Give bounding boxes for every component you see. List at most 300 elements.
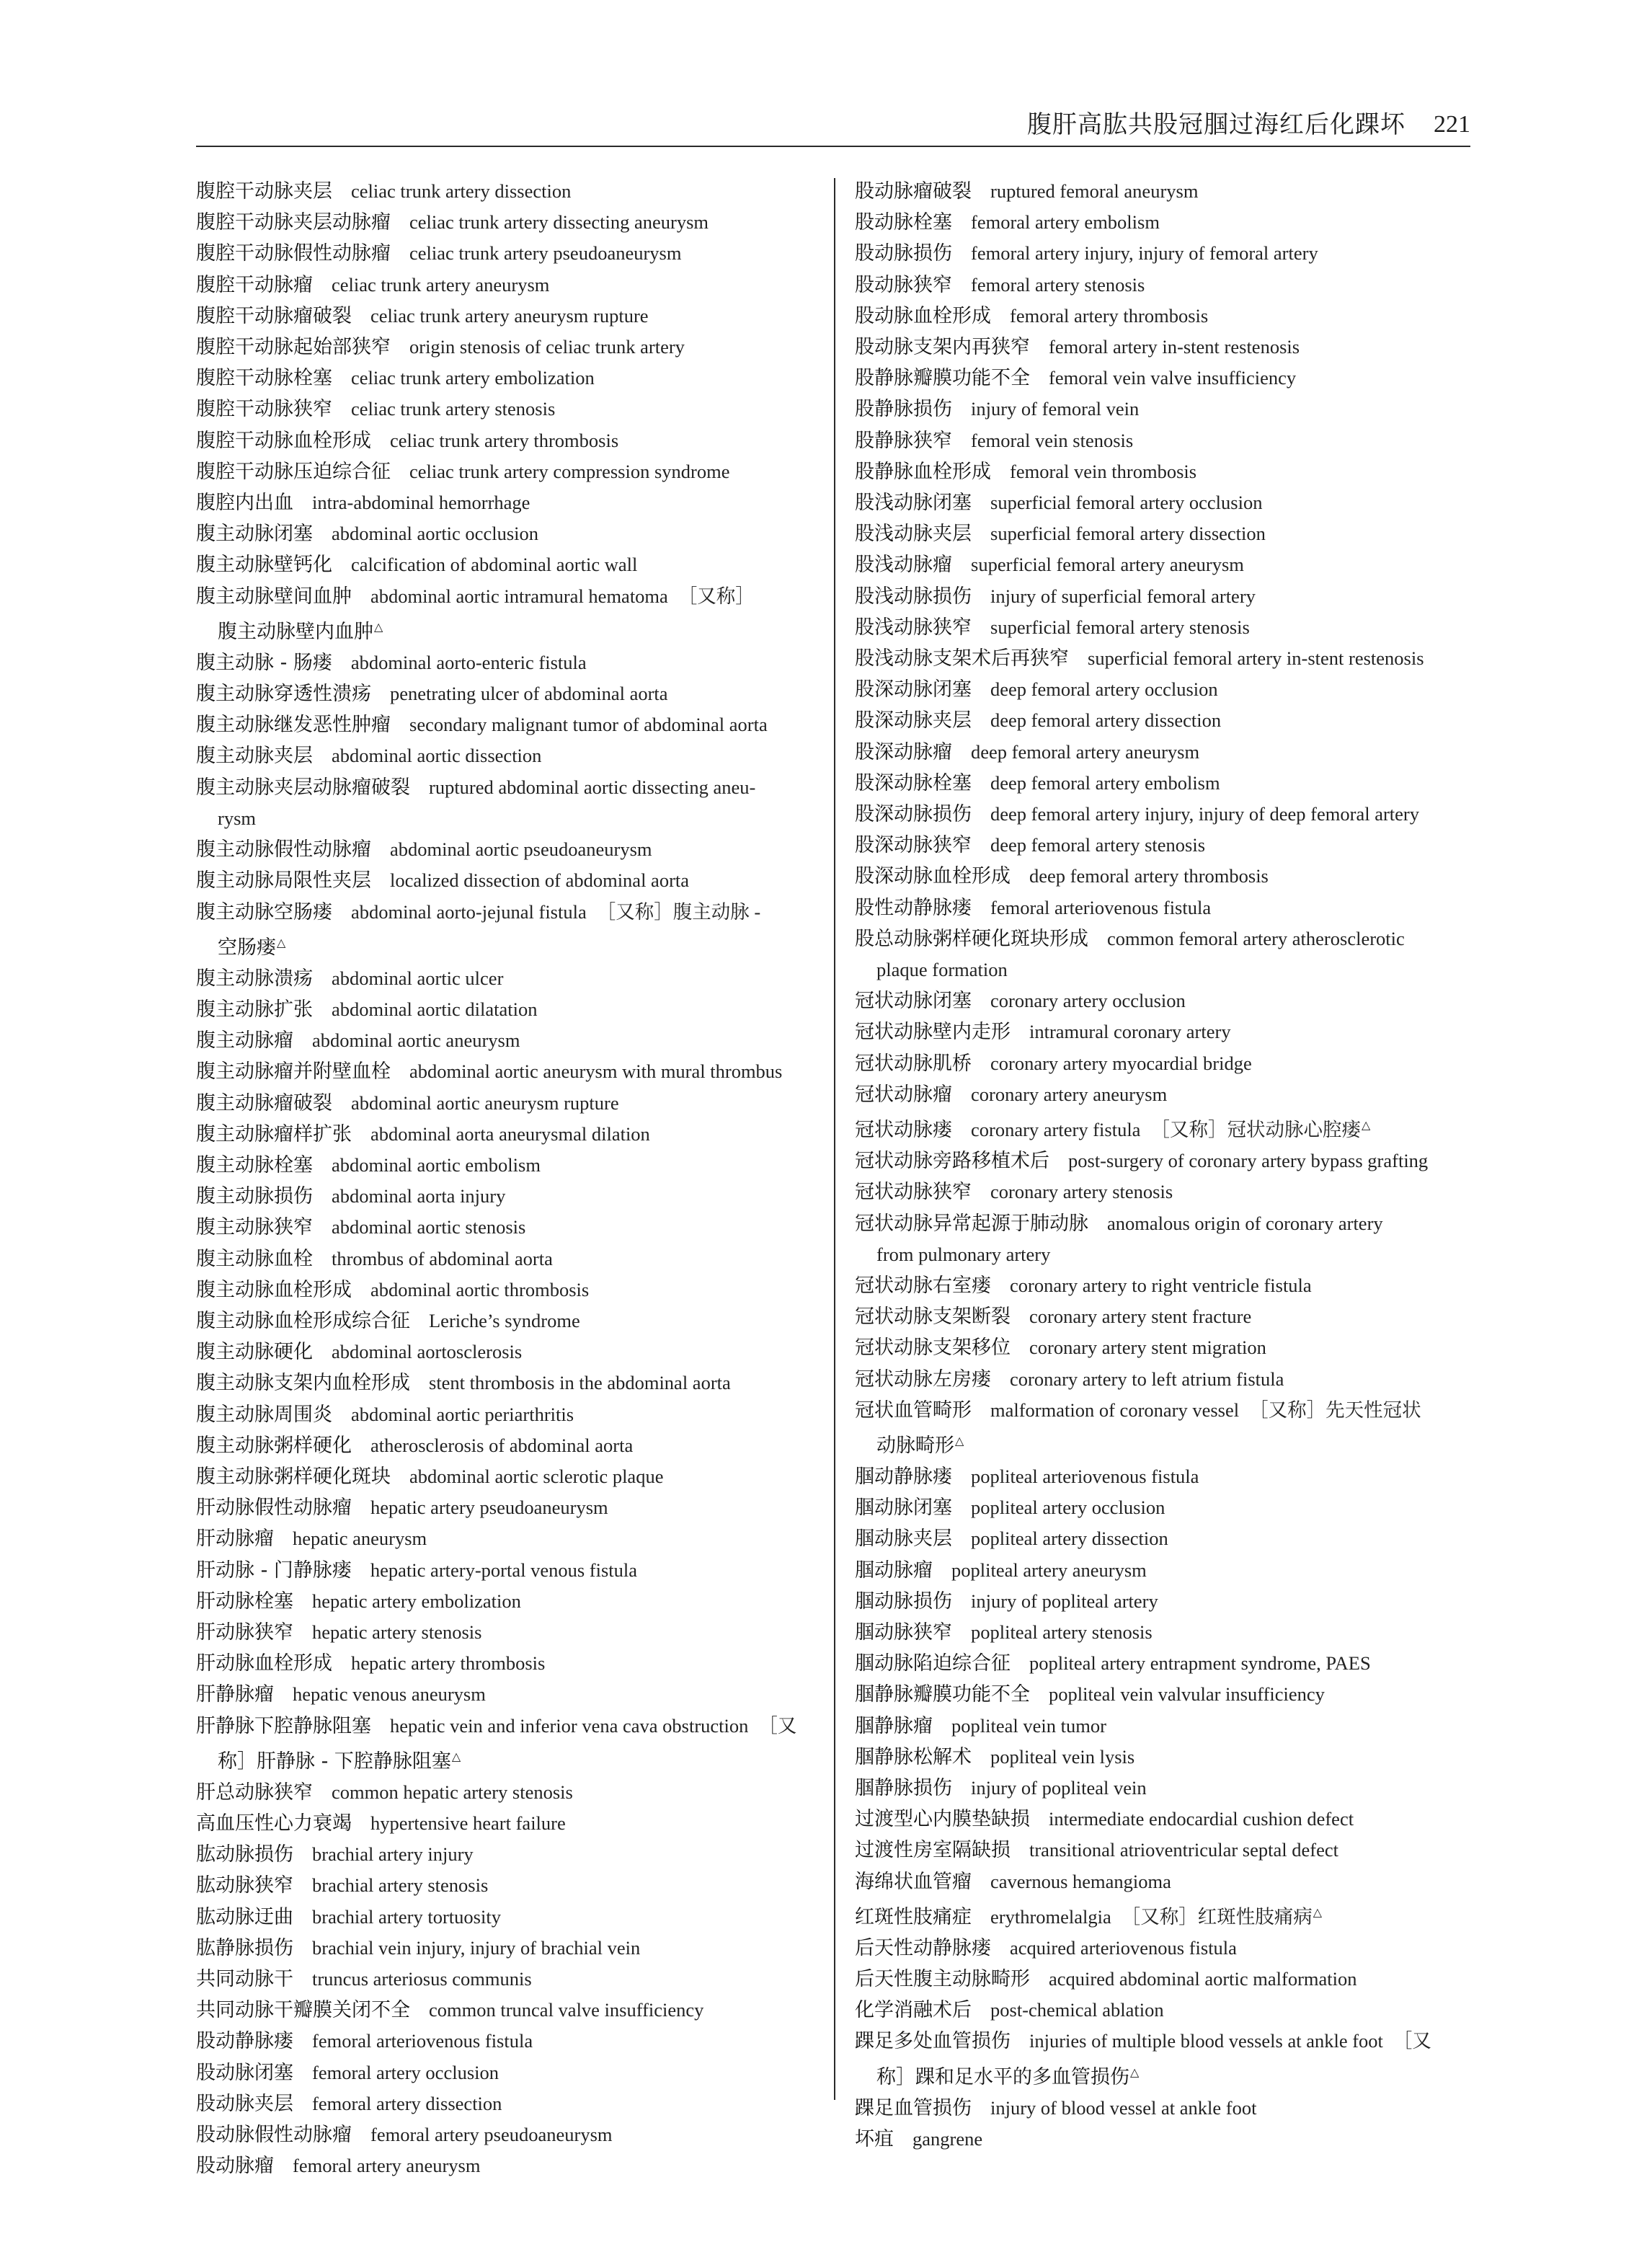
glossary-entry-continuation [855, 954, 1472, 985]
glossary-entry [855, 363, 1472, 394]
glossary-entry [196, 1523, 814, 1554]
glossary-entry [855, 1461, 1472, 1492]
term-chinese: 腹主动脉损伤 [196, 1185, 313, 1208]
term-english: stent thrombosis in the abdominal aorta [429, 1372, 731, 1394]
term-alias: ［又称］冠状动脉心腔瘘 [1150, 1118, 1361, 1140]
term-english: coronary artery stent fracture [1029, 1306, 1252, 1328]
term-chinese: 肝总动脉狭窄 [196, 1781, 313, 1804]
term-english: celiac trunk artery compression syndrome [409, 460, 730, 482]
term-english: abdominal aortic pseudoaneurysm [390, 838, 652, 861]
term-chinese: 腹主动脉血栓形成综合征 [196, 1309, 410, 1332]
term-chinese: 肱动脉迂曲 [196, 1905, 293, 1928]
glossary-entry [196, 1430, 814, 1461]
term-english: deep femoral artery aneurysm [971, 740, 1200, 763]
term-chinese: 肱静脉损伤 [196, 1936, 293, 1959]
term-english: abdominal aorto-enteric fistula [350, 651, 587, 673]
glossary-entry [196, 1679, 814, 1710]
glossary-entry [855, 1617, 1472, 1648]
glossary-entry [855, 1176, 1472, 1207]
term-chinese: 腹腔干动脉瘤破裂 [196, 304, 352, 327]
glossary-entry [196, 238, 814, 269]
term-english: abdominal aortic dissection [332, 745, 542, 767]
term-chinese: 肝动脉假性动脉瘤 [196, 1497, 352, 1520]
term-chinese: 腹主动脉瘤破裂 [196, 1091, 332, 1114]
term-english: injury of femoral vein [971, 398, 1140, 420]
term-chinese: 股动脉血栓形成 [855, 304, 991, 327]
term-chinese: 腹主动脉粥样硬化斑块 [196, 1465, 391, 1488]
glossary-entry [855, 1364, 1472, 1395]
term-english: post-surgery of coronary artery bypass grafting [1068, 1150, 1429, 1172]
term-english: anomalous origin of coronary artery [1107, 1212, 1383, 1234]
triangle-mark: △ [1313, 1905, 1323, 1919]
term-english: hepatic vein and inferior vena cava obstruction [390, 1714, 749, 1737]
term-chinese: 冠状动脉闭塞 [855, 990, 972, 1013]
term-english: hepatic artery stenosis [312, 1621, 482, 1643]
glossary-entry [196, 772, 814, 803]
term-english: Leriche’s syndrome [429, 1309, 580, 1331]
term-chinese: 冠状动脉旁路移植术后 [855, 1150, 1049, 1173]
glossary-entry-continuation [855, 2057, 1472, 2093]
term-english: celiac trunk artery dissecting aneurysm [409, 211, 709, 234]
glossary-entry-continuation [196, 803, 814, 834]
term-english: celiac trunk artery aneurysm rupture [370, 304, 649, 327]
term-chinese: 股总动脉粥样硬化斑块形成 [855, 927, 1088, 950]
term-english: deep femoral artery injury, injury of deep femoral artery [990, 803, 1419, 825]
term-chinese: 股动脉支架内再狭窄 [855, 336, 1030, 359]
term-english: ruptured femoral aneurysm [990, 180, 1199, 202]
term-english: popliteal vein valvular insufficiency [1049, 1683, 1325, 1706]
glossary-entry [196, 176, 814, 207]
term-chinese: 冠状动脉肌桥 [855, 1052, 972, 1075]
term-chinese: 腘动脉瘤 [855, 1559, 933, 1582]
term-chinese: 肝静脉瘤 [196, 1683, 274, 1706]
term-chinese: 股动脉夹层 [196, 2092, 293, 2115]
term-chinese: 股深动脉血栓形成 [855, 865, 1011, 888]
term-english: intermediate endocardial cushion defect [1049, 1808, 1354, 1830]
term-english: abdominal aortic stenosis [332, 1216, 526, 1238]
term-english: popliteal artery aneurysm [951, 1559, 1147, 1581]
term-english: intramural coronary artery [1029, 1021, 1231, 1043]
term-chinese: 腹主动脉局限性夹层 [196, 869, 371, 892]
term-english: cavernous hemangioma [990, 1870, 1171, 1892]
glossary-entry-continuation [855, 1426, 1472, 1461]
glossary-entry [196, 425, 814, 456]
glossary-entry [855, 861, 1472, 892]
glossary-entry [855, 1048, 1472, 1079]
continuation-text: from pulmonary artery [876, 1243, 1051, 1265]
term-english: atherosclerosis of abdominal aorta [370, 1434, 634, 1456]
term-english: femoral artery dissection [312, 2092, 502, 2114]
glossary-entry [196, 1555, 814, 1586]
term-english: femoral artery occlusion [312, 2061, 499, 2083]
term-english: deep femoral artery stenosis [990, 834, 1206, 856]
term-chinese: 股深动脉损伤 [855, 803, 972, 826]
glossary-entry [855, 332, 1472, 363]
term-chinese: 肝动脉血栓形成 [196, 1652, 332, 1675]
triangle-mark: △ [277, 935, 286, 949]
glossary-entry [196, 332, 814, 363]
glossary-entry [196, 834, 814, 865]
term-chinese: 冠状动脉异常起源于肺动脉 [855, 1212, 1088, 1235]
term-chinese: 腹腔干动脉栓塞 [196, 367, 332, 390]
term-english: acquired arteriovenous fistula [1010, 1936, 1237, 1959]
term-english: abdominal aorto-jejunal fistula [351, 900, 587, 923]
term-chinese: 冠状动脉支架移位 [855, 1337, 1011, 1360]
term-english: femoral artery stenosis [971, 273, 1145, 296]
glossary-entry [855, 394, 1472, 425]
glossary-entry [196, 865, 814, 896]
term-chinese: 肱动脉狭窄 [196, 1874, 293, 1897]
term-chinese: 冠状动脉左房瘘 [855, 1368, 991, 1391]
term-english: acquired abdominal aortic malformation [1049, 1968, 1357, 1990]
glossary-entry [196, 2057, 814, 2088]
term-english: coronary artery aneurysm [971, 1083, 1168, 1105]
term-chinese: 冠状动脉瘤 [855, 1083, 952, 1106]
term-english: deep femoral artery thrombosis [1029, 865, 1269, 887]
term-chinese: 冠状血管畸形 [855, 1399, 972, 1422]
glossary-entry [855, 2026, 1472, 2057]
term-english: hepatic artery embolization [312, 1590, 521, 1612]
term-english: femoral artery injury, injury of femoral artery [971, 242, 1318, 265]
term-english: coronary artery stenosis [990, 1181, 1173, 1203]
term-chinese: 过渡型心内膜垫缺损 [855, 1808, 1030, 1831]
term-chinese: 共同动脉干瓣膜关闭不全 [196, 1999, 410, 2022]
term-chinese: 踝足血管损伤 [855, 2096, 972, 2119]
glossary-entry [196, 1711, 814, 1742]
glossary-entry [855, 1773, 1472, 1804]
page-number: 221 [1434, 111, 1470, 138]
term-english: coronary artery myocardial bridge [990, 1052, 1252, 1074]
glossary-entry [196, 1995, 814, 2026]
term-english: coronary artery to right ventricle fistula [1010, 1274, 1312, 1296]
term-chinese: 股静脉损伤 [855, 398, 952, 421]
glossary-entry [196, 270, 814, 301]
glossary-entry [855, 1332, 1472, 1363]
term-english: abdominal aortic embolism [332, 1153, 541, 1176]
term-chinese: 肝动脉栓塞 [196, 1590, 293, 1613]
glossary-entry [855, 1742, 1472, 1773]
term-chinese: 股浅动脉损伤 [855, 585, 972, 608]
glossary-entry-continuation [196, 928, 814, 963]
term-chinese: 腹主动脉溃疡 [196, 967, 313, 990]
glossary-entry [855, 270, 1472, 301]
term-chinese: 腘动静脉瘘 [855, 1465, 952, 1488]
term-chinese: 股浅动脉狭窄 [855, 616, 972, 639]
term-chinese: 化学消融术后 [855, 1999, 972, 2022]
term-chinese: 高血压性心力衰竭 [196, 1812, 352, 1835]
glossary-entry [196, 2150, 814, 2181]
term-english: femoral vein thrombosis [1010, 460, 1197, 482]
term-english: secondary malignant tumor of abdominal aorta [409, 714, 768, 736]
glossary-entry [855, 301, 1472, 332]
term-chinese: 股动脉假性动脉瘤 [196, 2124, 352, 2147]
term-chinese: 红斑性肢痛症 [855, 1905, 972, 1928]
term-english: femoral vein valve insufficiency [1049, 367, 1297, 389]
glossary-entry [196, 1150, 814, 1181]
term-chinese: 股深动脉栓塞 [855, 771, 972, 794]
term-chinese: 腹主动脉穿透性溃疡 [196, 683, 371, 706]
term-chinese: 股深动脉瘤 [855, 740, 952, 763]
continuation-text: 腹主动脉壁内血肿 [218, 620, 373, 643]
term-chinese: 腹主动脉扩张 [196, 998, 313, 1021]
glossary-entry [196, 1368, 814, 1399]
glossary-entry [196, 1337, 814, 1368]
term-chinese: 冠状动脉瘘 [855, 1118, 952, 1141]
term-english: abdominal aortic dilatation [332, 998, 538, 1020]
glossary-entry [855, 643, 1472, 674]
term-chinese: 股浅动脉闭塞 [855, 492, 972, 515]
term-chinese: 股动脉闭塞 [196, 2061, 293, 2084]
term-chinese: 腘动脉闭塞 [855, 1497, 952, 1520]
header-index-characters: 腹肝高肱共股冠腘过海红后化踝坏 [1027, 110, 1405, 139]
term-chinese: 后天性腹主动脉畸形 [855, 1968, 1030, 1991]
continuation-text: rysm [218, 807, 256, 829]
term-chinese: 腹主动脉狭窄 [196, 1216, 313, 1239]
glossary-entry [196, 897, 814, 928]
term-alias: ［又称］先天性冠状 [1249, 1399, 1421, 1421]
term-english: abdominal aortic aneurysm with mural thrombus [409, 1060, 783, 1083]
term-english: superficial femoral artery in-stent restenosis [1088, 647, 1424, 670]
glossary-entry-continuation [855, 1239, 1472, 1270]
glossary-entry [855, 1270, 1472, 1301]
term-english: hepatic artery thrombosis [351, 1652, 546, 1675]
glossary-entry [855, 674, 1472, 705]
glossary-entry [855, 1492, 1472, 1523]
term-english: abdominal aortic intramural hematoma [370, 585, 668, 607]
term-english: popliteal arteriovenous fistula [971, 1465, 1199, 1487]
glossary-entry [855, 1208, 1472, 1239]
term-chinese: 腹主动脉壁间血肿 [196, 585, 352, 608]
term-chinese: 腹腔干动脉瘤 [196, 273, 313, 296]
term-chinese: 股浅动脉瘤 [855, 554, 952, 577]
term-english: thrombus of abdominal aorta [332, 1247, 553, 1269]
glossary-entry [196, 1306, 814, 1337]
glossary-entry [196, 487, 814, 518]
glossary-entry [196, 1586, 814, 1617]
term-chinese: 腹主动脉硬化 [196, 1341, 313, 1364]
triangle-mark: △ [374, 619, 383, 634]
glossary-entry [855, 799, 1472, 830]
term-alias: ［又 [758, 1714, 797, 1737]
glossary-entry [196, 2026, 814, 2057]
term-chinese: 冠状动脉右室瘘 [855, 1274, 991, 1297]
glossary-entry [855, 1079, 1472, 1110]
term-english: hepatic artery pseudoaneurysm [370, 1497, 608, 1519]
term-english: femoral artery aneurysm [293, 2155, 481, 2177]
glossary-entry [196, 456, 814, 487]
term-chinese: 股浅动脉夹层 [855, 523, 972, 546]
glossary-entry [855, 1301, 1472, 1332]
glossary-entry [196, 1275, 814, 1306]
glossary-entry [196, 363, 814, 394]
term-chinese: 腹主动脉血栓形成 [196, 1278, 352, 1301]
glossary-entry [855, 1866, 1472, 1897]
term-chinese: 腘静脉瘤 [855, 1714, 933, 1737]
term-chinese: 腹主动脉空肠瘘 [196, 900, 332, 923]
continuation-text: 称］肝静脉 - 下腔静脉阻塞 [218, 1750, 451, 1773]
term-english: coronary artery occlusion [990, 990, 1186, 1012]
term-english: celiac trunk artery embolization [351, 367, 595, 389]
term-english: popliteal artery dissection [971, 1528, 1168, 1550]
glossary-entry [196, 1902, 814, 1933]
glossary-entry [855, 892, 1472, 923]
term-english: hypertensive heart failure [370, 1812, 566, 1835]
term-english: post-chemical ablation [990, 1999, 1164, 2021]
glossary-entry [855, 768, 1472, 799]
term-chinese: 腘动脉狭窄 [855, 1621, 952, 1644]
term-english: abdominal aortic periarthritis [351, 1403, 574, 1425]
term-chinese: 腹主动脉周围炎 [196, 1403, 332, 1426]
term-english: celiac trunk artery aneurysm [332, 273, 550, 296]
term-english: abdominal aortic thrombosis [370, 1278, 590, 1300]
glossary-entry [855, 1995, 1472, 2026]
glossary-entry [855, 1964, 1472, 1995]
glossary-entry [855, 830, 1472, 861]
glossary-entry [855, 1648, 1472, 1679]
term-chinese: 冠状动脉壁内走形 [855, 1021, 1011, 1044]
term-chinese: 腹主动脉壁钙化 [196, 554, 332, 577]
term-english: deep femoral artery dissection [990, 709, 1222, 732]
term-english: femoral artery in-stent restenosis [1049, 336, 1300, 358]
term-english: malformation of coronary vessel [990, 1399, 1240, 1421]
term-alias: ［又称］腹主动脉 - [596, 900, 761, 923]
term-chinese: 股浅动脉支架术后再狭窄 [855, 647, 1069, 670]
term-chinese: 腹主动脉夹层 [196, 745, 313, 768]
term-chinese: 腹主动脉夹层动脉瘤破裂 [196, 776, 410, 799]
glossary-entry [855, 1897, 1472, 1933]
term-english: abdominal aorta aneurysmal dilation [370, 1122, 650, 1145]
glossary-entry [855, 1395, 1472, 1426]
glossary-entry [855, 923, 1472, 954]
term-english: abdominal aortic sclerotic plaque [409, 1465, 664, 1487]
glossary-entry [196, 394, 814, 425]
term-alias: ［又称］ [678, 585, 755, 607]
glossary-entry [855, 1679, 1472, 1710]
term-english: common truncal valve insufficiency [429, 1999, 704, 2021]
term-chinese: 腘动脉损伤 [855, 1590, 952, 1613]
term-chinese: 股静脉血栓形成 [855, 460, 991, 483]
term-chinese: 腹主动脉闭塞 [196, 523, 313, 546]
term-chinese: 腹腔内出血 [196, 492, 293, 515]
term-english: celiac trunk artery pseudoaneurysm [409, 242, 682, 265]
term-english: injury of popliteal vein [971, 1777, 1147, 1799]
term-english: coronary artery to left atrium fistula [1010, 1368, 1284, 1390]
glossary-entry [855, 549, 1472, 580]
glossary-entry [855, 518, 1472, 549]
glossary-entry [855, 1110, 1472, 1145]
left-column [196, 176, 814, 2181]
glossary-entry [196, 647, 814, 678]
term-english: femoral arteriovenous fistula [990, 896, 1212, 918]
glossary-entry [196, 2088, 814, 2119]
glossary-entry [196, 1492, 814, 1523]
glossary-entry [196, 1617, 814, 1648]
term-english: femoral artery thrombosis [1010, 304, 1209, 327]
term-english: celiac trunk artery dissection [351, 180, 572, 202]
glossary-entry [196, 581, 814, 612]
term-chinese: 肝静脉下腔静脉阻塞 [196, 1714, 371, 1737]
glossary-entry [855, 1933, 1472, 1964]
glossary-entry [855, 1555, 1472, 1586]
glossary-entry [196, 1933, 814, 1964]
continuation-text: 称］踝和足水平的多血管损伤 [876, 2065, 1129, 2088]
term-chinese: 腹主动脉假性动脉瘤 [196, 838, 371, 861]
term-english: common hepatic artery stenosis [332, 1781, 573, 1803]
glossary-entry [855, 456, 1472, 487]
glossary-entry [196, 518, 814, 549]
term-chinese: 腹主动脉支架内血栓形成 [196, 1372, 410, 1395]
term-english: ruptured abdominal aortic dissecting aneu- [429, 776, 756, 798]
glossary-entry [196, 1777, 814, 1808]
glossary-entry [196, 549, 814, 580]
term-chinese: 腹腔干动脉假性动脉瘤 [196, 242, 391, 265]
glossary-entry-continuation [196, 1742, 814, 1777]
term-chinese: 腘静脉松解术 [855, 1745, 972, 1768]
running-header [196, 108, 1470, 143]
glossary-entry-continuation [196, 612, 814, 647]
term-chinese: 腹主动脉 - 肠瘘 [196, 651, 332, 674]
glossary-entry [196, 1119, 814, 1150]
triangle-mark: △ [1130, 2065, 1140, 2079]
glossary-entry [855, 425, 1472, 456]
glossary-entry [196, 1461, 814, 1492]
term-chinese: 腹主动脉瘤样扩张 [196, 1122, 352, 1145]
glossary-entry [196, 1839, 814, 1870]
term-english: abdominal aortosclerosis [332, 1341, 523, 1363]
glossary-entry [855, 737, 1472, 768]
term-english: intra-abdominal hemorrhage [312, 492, 530, 514]
glossary-entry [196, 709, 814, 740]
term-chinese: 踝足多处血管损伤 [855, 2030, 1011, 2053]
term-chinese: 腘动脉陷迫综合征 [855, 1652, 1011, 1675]
term-english: brachial vein injury, injury of brachial vein [312, 1936, 641, 1959]
term-english: superficial femoral artery stenosis [990, 616, 1250, 638]
term-english: superficial femoral artery aneurysm [971, 554, 1244, 576]
glossary-entry [196, 301, 814, 332]
term-chinese: 腹主动脉血栓 [196, 1247, 313, 1270]
term-english: common femoral artery atherosclerotic [1107, 927, 1405, 949]
term-english: abdominal aortic aneurysm [312, 1029, 520, 1052]
term-english: superficial femoral artery occlusion [990, 492, 1263, 514]
term-english: abdominal aortic aneurysm rupture [351, 1091, 619, 1114]
term-english: celiac trunk artery thrombosis [390, 429, 619, 451]
continuation-text: 空肠瘘 [218, 936, 276, 959]
term-english: injury of popliteal artery [971, 1590, 1158, 1612]
term-alias: ［又 [1393, 2030, 1431, 2052]
term-english: abdominal aortic occlusion [332, 523, 538, 545]
term-english: calcification of abdominal aortic wall [351, 554, 638, 576]
column-divider [834, 178, 835, 2100]
glossary-entry [196, 1181, 814, 1212]
glossary-entry [196, 678, 814, 709]
term-chinese: 冠状动脉狭窄 [855, 1181, 972, 1204]
term-chinese: 股动脉栓塞 [855, 211, 952, 234]
term-english: localized dissection of abdominal aorta [390, 869, 690, 892]
term-english: popliteal vein lysis [990, 1745, 1135, 1768]
glossary-entry [196, 207, 814, 238]
term-english: hepatic venous aneurysm [293, 1683, 486, 1706]
glossary-entry [855, 487, 1472, 518]
term-english: femoral artery embolism [971, 211, 1160, 234]
term-english: celiac trunk artery stenosis [351, 398, 556, 420]
term-english: deep femoral artery occlusion [990, 678, 1218, 701]
header-rule [196, 146, 1470, 147]
term-english: superficial femoral artery dissection [990, 523, 1266, 545]
term-alias: ［又称］红斑性肢痛病 [1121, 1905, 1313, 1928]
term-chinese: 腹主动脉栓塞 [196, 1153, 313, 1176]
glossary-entry [196, 1056, 814, 1087]
glossary-entry [196, 1025, 814, 1056]
